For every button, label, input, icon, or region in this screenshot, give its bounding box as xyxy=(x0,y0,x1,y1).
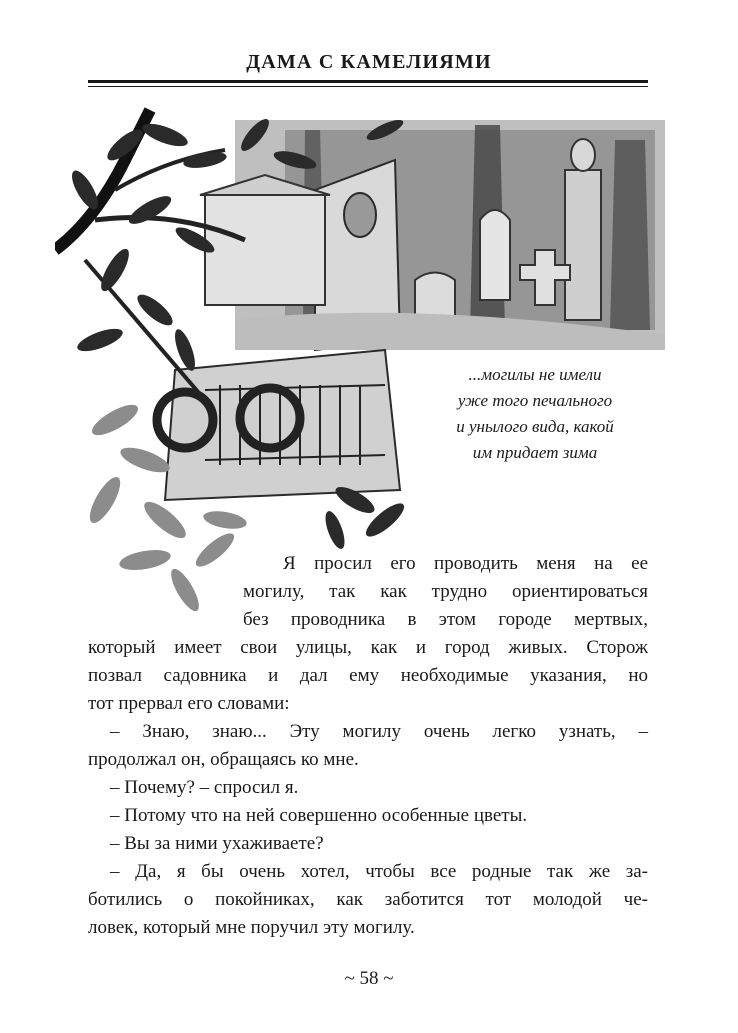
page-number: ~ 58 ~ xyxy=(344,968,394,989)
running-header-title: ДАМА С КАМЕЛИЯМИ xyxy=(246,51,492,73)
cemetery-illustration xyxy=(55,100,675,620)
dialogue-line: продолжал он, обращаясь ко мне. xyxy=(88,749,359,770)
paragraph-line: тот прервал его словами: xyxy=(88,693,290,714)
dialogue-line: ловек, который мне поручил эту могилу. xyxy=(88,917,415,938)
urn-monument xyxy=(565,170,601,320)
dialogue-line: – Вы за ними ухаживаете? xyxy=(110,833,324,854)
paragraph-line: который имеет свои улицы, как и город живых. Сторож xyxy=(88,637,648,658)
dialogue-line: ботились о покойниках, как заботится тот молодой че- xyxy=(88,889,648,910)
front-tomb xyxy=(165,350,400,500)
dialogue-line: – Потому что на ней совершенно особенные цветы. xyxy=(110,805,528,826)
caption-line: ...могилы не имели xyxy=(468,365,602,384)
paragraph-line: могилу, так как трудно ориентироваться xyxy=(243,581,648,602)
dialogue-line: – Почему? – спросил я. xyxy=(110,777,299,798)
caption-line: и унылого вида, какой xyxy=(456,417,614,436)
illustration-caption xyxy=(410,362,660,466)
dialogue-line: – Да, я бы очень хотел, чтобы все родные так же за- xyxy=(110,861,648,882)
paragraph-line: позвал садовника и дал ему необходимые указания, но xyxy=(88,665,648,686)
body-text-wrapped xyxy=(243,550,648,634)
dialogue-line: – Знаю, знаю... Эту могилу очень легко узнать, – xyxy=(110,721,648,742)
headstone xyxy=(480,210,510,300)
caption-line: им придает зима xyxy=(472,443,598,462)
paragraph-line: без проводника в этом городе мертвых, xyxy=(243,609,648,630)
body-text xyxy=(88,634,648,942)
header-rule-thick xyxy=(88,80,648,83)
paragraph-line: Я просил его проводить меня на ее xyxy=(283,553,648,574)
caption-line: уже того печального xyxy=(457,391,613,410)
header-rule-thin xyxy=(88,86,648,87)
